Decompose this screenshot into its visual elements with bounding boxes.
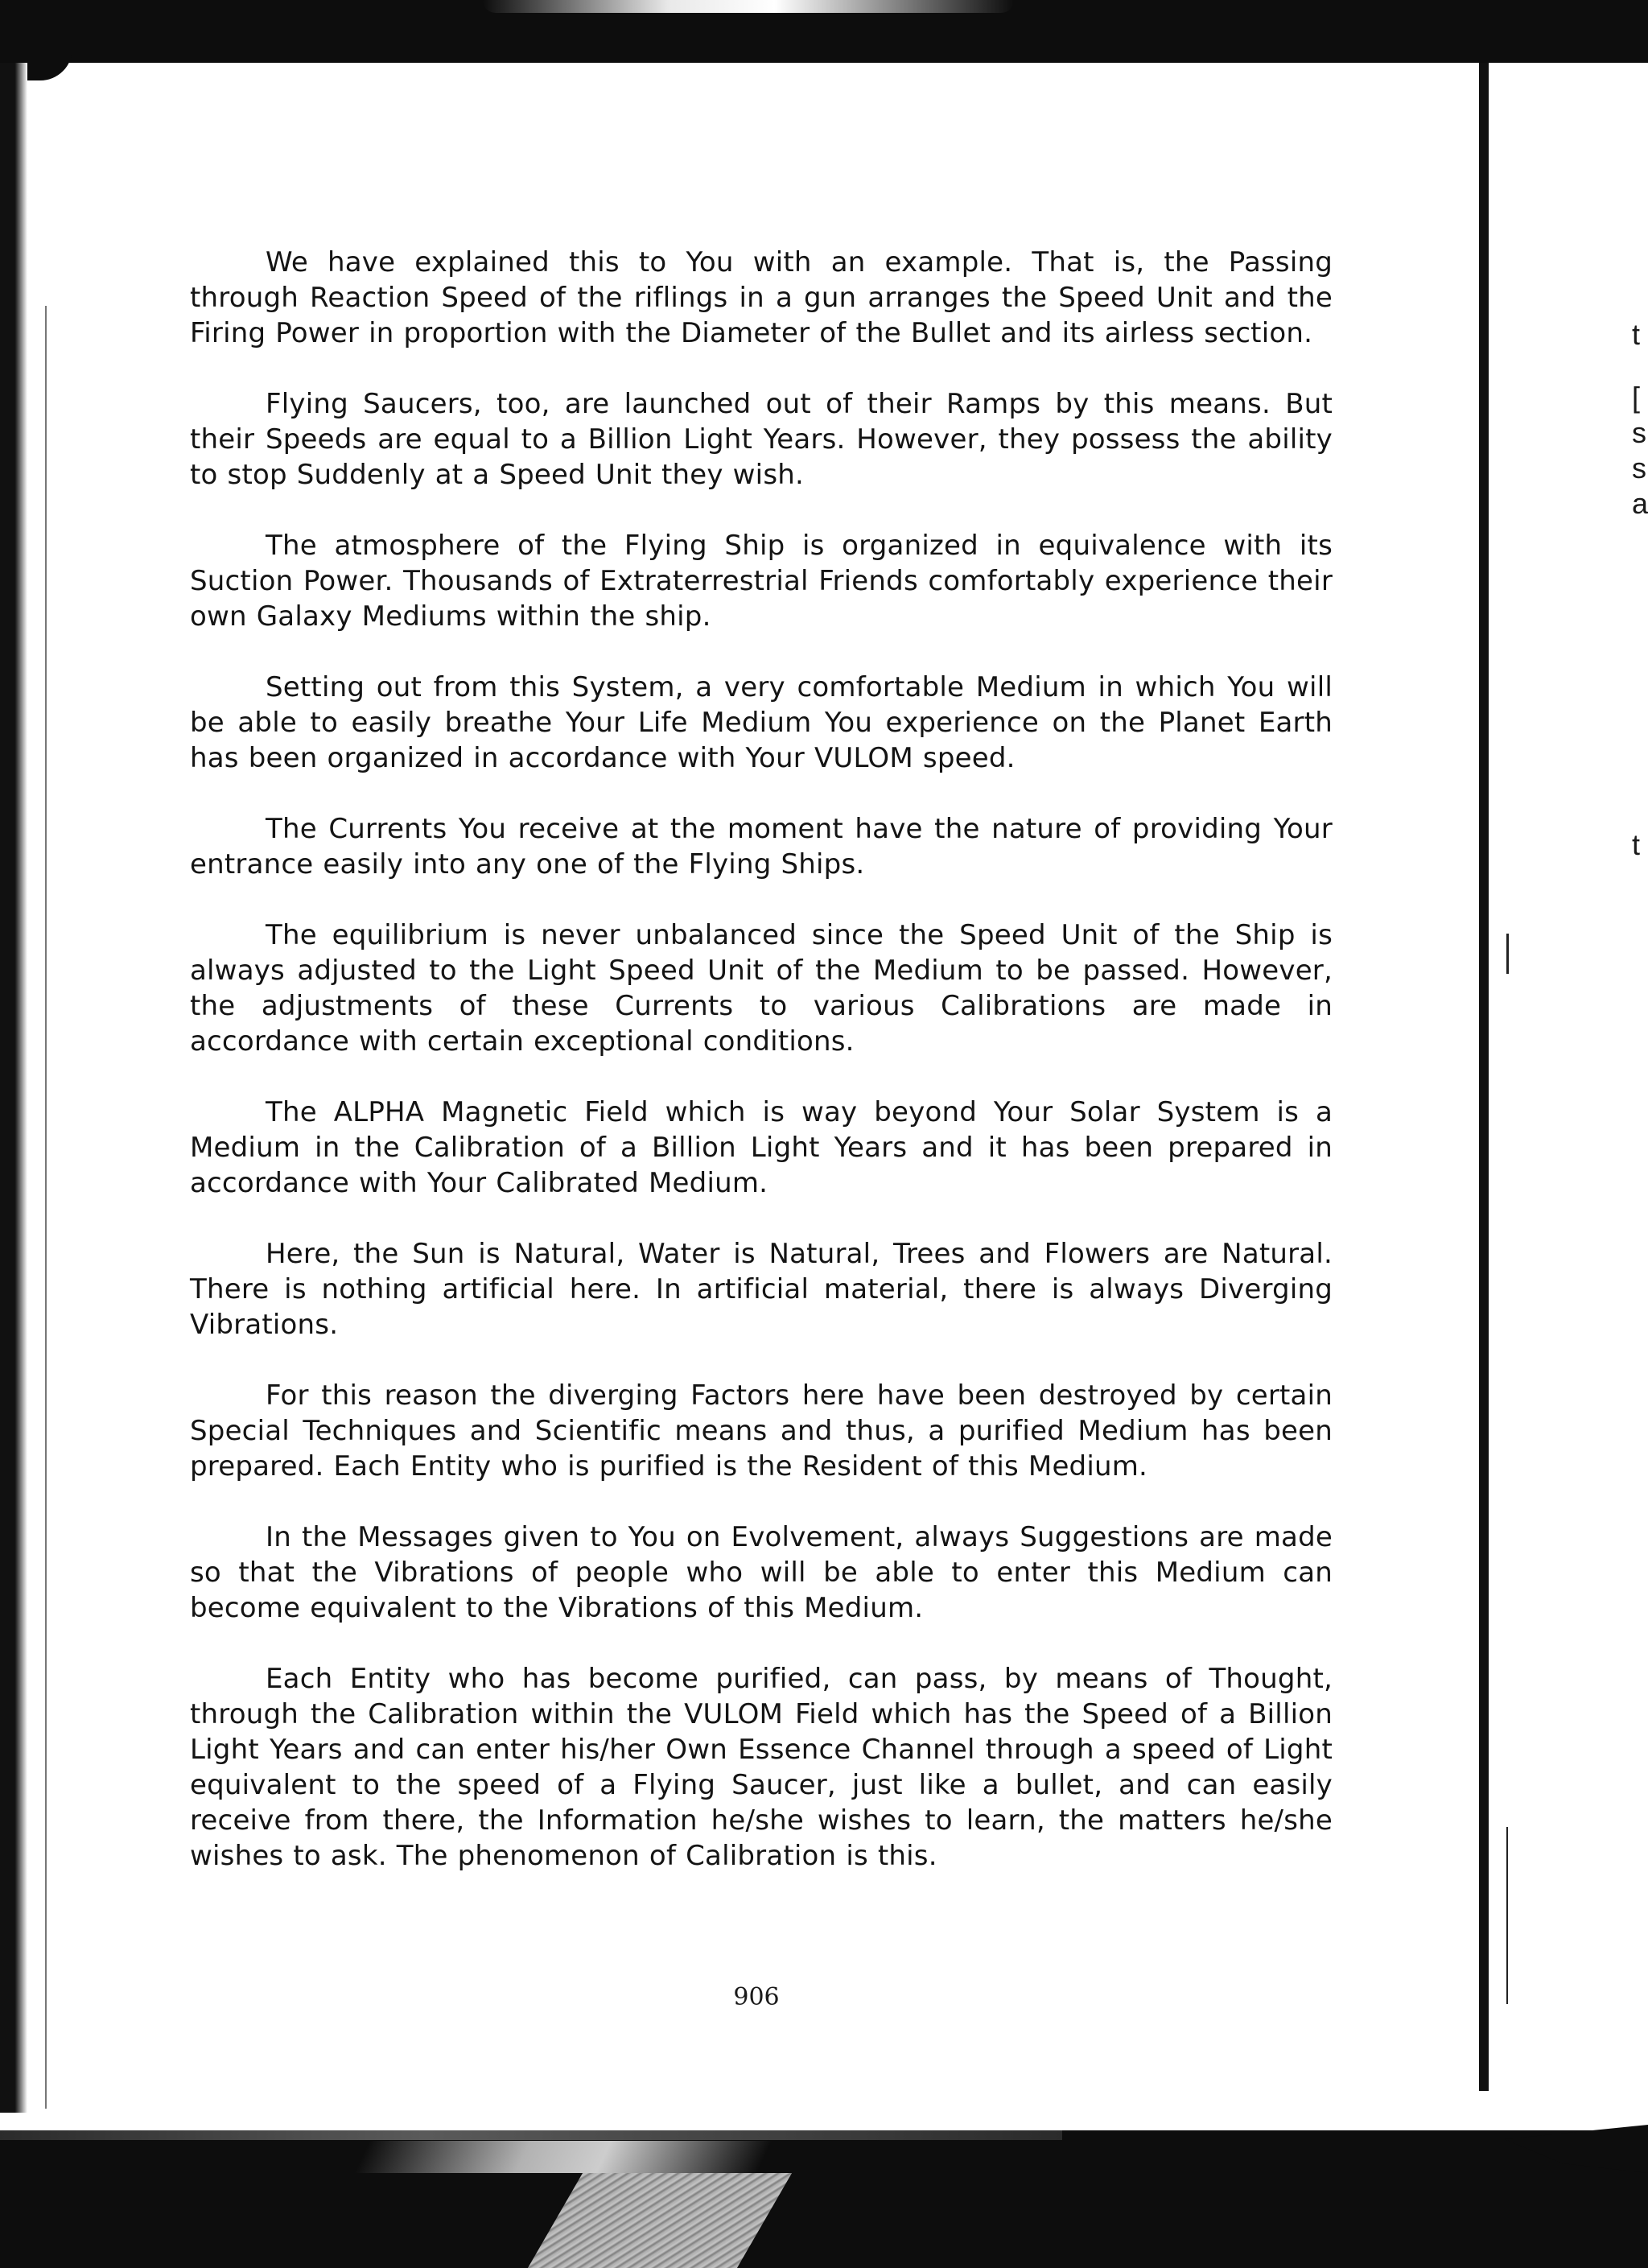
book-gutter bbox=[1479, 63, 1489, 2091]
paragraph: In the Messages given to You on Evolvement, always Suggestions are made so that the Vibrations of people who will be able to enter this Medium can become equivalent to the Vibrations of this Medium. bbox=[190, 1521, 1333, 1624]
paragraph: Setting out from this System, a very comfortable Medium in which You will be able to easily breathe Your Life Medium You experience on the Planet Earth has been organized in accordance with Your VULOM speed. bbox=[190, 671, 1333, 774]
page-bottom-margin bbox=[0, 2113, 1648, 2130]
facing-page-mark bbox=[1506, 934, 1509, 974]
facing-page-fragment: s bbox=[1632, 452, 1646, 485]
paragraph: The Currents You receive at the moment have the nature of providing Your entrance easily into any one of the Flying Ships. bbox=[190, 813, 1333, 880]
paragraph: Each Entity who has become purified, can pass, by means of Thought, through the Calibration within the VULOM Field which has the Speed of a Billion Light Years and can enter his/her Own Essence Channel through a speed of Light equivalent to the speed of a Flying Saucer, just like a bullet, and can easily receive from there, the Information he/she wishes to learn, the matters he/she wishes to ask. The phenomenon of Calibration is this. bbox=[190, 1663, 1333, 1872]
scan-border-left bbox=[0, 63, 27, 2123]
paragraph: Here, the Sun is Natural, Water is Natural, Trees and Flowers are Natural. There is nothing artificial here. In artificial material, there is always Diverging Vibrations. bbox=[190, 1238, 1333, 1341]
facing-page-fragment: s bbox=[1632, 416, 1646, 449]
page-edge-line bbox=[45, 306, 47, 2109]
facing-page-fragment: t bbox=[1632, 828, 1641, 861]
paragraph: Flying Saucers, too, are launched out of their Ramps by this means. But their Speeds are equal to a Billion Light Years. However, they possess the ability to stop Suddenly at a Speed Unit they wish. bbox=[190, 388, 1333, 491]
paragraph: The atmosphere of the Flying Ship is organized in equivalence with its Suction Power. Thousands of Extraterrestrial Friends comfortably experience their own Galaxy Mediums within the ship. bbox=[190, 530, 1333, 633]
facing-page-fragment: t bbox=[1632, 318, 1641, 351]
paragraph: We have explained this to You with an example. That is, the Passing through Reaction Speed of the riflings in a gun arranges the Speed Unit and the Firing Power in proportion with the Diameter of the Bullet and its airless section. bbox=[190, 246, 1333, 349]
facing-page-fragment: a bbox=[1632, 487, 1648, 520]
paragraph: The equilibrium is never unbalanced since the Speed Unit of the Ship is always adjusted to the Light Speed Unit of the Medium to be passed. However, the adjustments of these Currents to various Calibrations are made in accordance with certain exceptional conditions. bbox=[190, 919, 1333, 1058]
facing-page-fragment: [ bbox=[1632, 381, 1641, 414]
page-bottom-edge bbox=[0, 2130, 1062, 2140]
body-text bbox=[190, 245, 1333, 1909]
facing-page-mark bbox=[1506, 1827, 1508, 2004]
page-number: 906 bbox=[733, 1983, 780, 2011]
scan-glare-bottom bbox=[355, 2141, 772, 2173]
scan-glare-top bbox=[483, 0, 1014, 13]
facing-page bbox=[1489, 63, 1648, 2155]
paragraph: For this reason the diverging Factors here have been destroyed by certain Special Techniques and Scientific means and thus, a purified Medium has been prepared. Each Entity who is purified is the Resident of this Medium. bbox=[190, 1379, 1333, 1482]
paragraph: The ALPHA Magnetic Field which is way beyond Your Solar System is a Medium in the Calibration of a Billion Light Years and it has been prepared in accordance with Your Calibrated Medium. bbox=[190, 1096, 1333, 1199]
